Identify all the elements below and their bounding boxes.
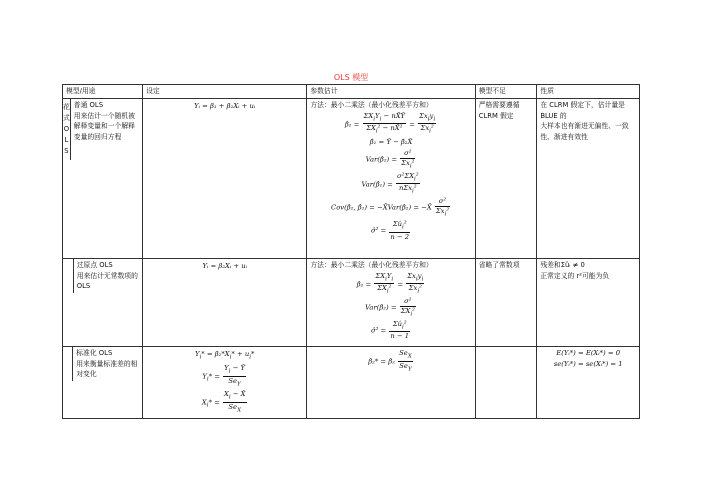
estimation-cell [307,98,475,258]
var-beta2: Var(β̂₂) = $\frac{\text{σ²}}{\Sigma X_i^2}$ [365,297,415,318]
estimation-cell [307,346,475,418]
table-row-standardized-ols [63,346,640,418]
shortcoming-cell: 省略了常数项 [475,258,537,346]
header-shortcoming: 模型不足 [475,85,537,99]
beta1-estimator: β̂₁ = Ȳ − β̂₂X̄ [369,138,413,147]
setting-equation-3: $X_i*$ = $\frac{X_i - X̄}{Se_X}$ [201,390,246,414]
setting-equation: Yᵢ = β₂Xᵢ + uᵢ [202,262,247,270]
method-text: 方法：最小二乘法（最小化残差平方和） [310,261,433,269]
model-description: 普通 OLS 用来估计一个随机被解释变量和一个解释变量的回归方程 [73,101,135,141]
setting-equation-1: $Y_i* = \beta_2*X_i* + u_i*$ [194,350,255,361]
setting-equation: Yᵢ = β₁ + β₂Xᵢ + uᵢ [194,102,256,110]
model-cell [63,98,143,258]
header-model: 模型/用途 [63,85,143,99]
beta2-standardized: β̂₂* = β̂₂ $\frac{Se_X}{Se_Y}$ [368,349,412,373]
sigma-estimator: σ̂² = $\frac{\Sigma û_i^2}{n - 2}$ [370,219,410,241]
header-properties: 性质 [537,85,640,99]
var-beta2: Var(β̂₂) = $\frac{\text{σ²}}{\Sigma x_i^2}$ [365,149,415,170]
side-label: 花 式 O L S [63,99,71,160]
properties-cell [537,346,640,418]
ols-model-table [62,84,640,419]
model-description: 标准化 OLS 用来衡量标准差的相对变化 [76,349,138,378]
setting-cell [143,346,307,418]
header-estimation: 参数估计 [307,85,475,99]
method-text: 方法：最小二乘法（最小化残差平方和） [310,101,433,109]
side-label-spacer [63,347,73,382]
shortcoming-cell [475,346,537,418]
model-cell [63,258,143,346]
property-r-squared: 正常定义的 r²可能为负 [540,271,610,280]
table-row-ordinary-ols [63,98,640,258]
model-cell [63,346,143,418]
side-label-spacer [63,259,74,294]
setting-cell [143,258,307,346]
setting-equation-2: $Y_i*$ = $\frac{Y_i - Ȳ}{Se_Y}$ [202,364,245,388]
sigma-estimator: σ̂² = $\frac{\Sigma û_i^2}{n - 1}$ [370,319,410,341]
property-residual-sum: 残差和Σûᵢ ≠ 0 [540,261,585,269]
beta2-estimator: β̂₂ = $\frac{\Sigma X_iY_i}{\Sigma X_i^2}$ = $\frac{\Sigma x_iy_i}{\Sigma x_i^2}$ [356,271,424,295]
model-description: 过原点 OLS 用来估计无常数项的 OLS [76,261,138,290]
property-mean: E(Yᵢ*) = E(Xᵢ*) = 0 [556,349,621,357]
properties-cell: 在 CLRM 假定下，估计量是 BLUE 的 大样本也有渐进无偏性、一致性、渐进有效性 [537,98,640,258]
setting-cell [143,98,307,258]
var-beta1: Var(β̂₁) = $\frac{\sigma^2\Sigma X_i^2}{n\Sigma x_i^2}$ [361,171,419,195]
shortcoming-cell: 严格需要遵循 CLRM 假定 [475,98,537,258]
beta2-estimator: β̂₂ = $\frac{\Sigma X_iY_i - nX̄Ȳ}{\Sigma X_i^2 - nX̄^2}$ = $\frac{\Sigma x_iy_i}{\Sigma x_i^2}$ [344,111,436,135]
cov-beta: Cov(β̂₂, β̂₁) = −X̄Var(β̂₂) = −X̄ $\frac{\text{σ²}}{\Sigma x_i^2}$ [331,197,450,218]
table-header-row [63,85,640,99]
property-se: se(Yᵢ*) = se(Xᵢ*) = 1 [553,359,623,368]
header-setting: 设定 [143,85,307,99]
properties-cell [537,258,640,346]
table-row-origin-ols [63,258,640,346]
estimation-cell [307,258,475,346]
page-title: OLS 模型 [333,73,369,82]
